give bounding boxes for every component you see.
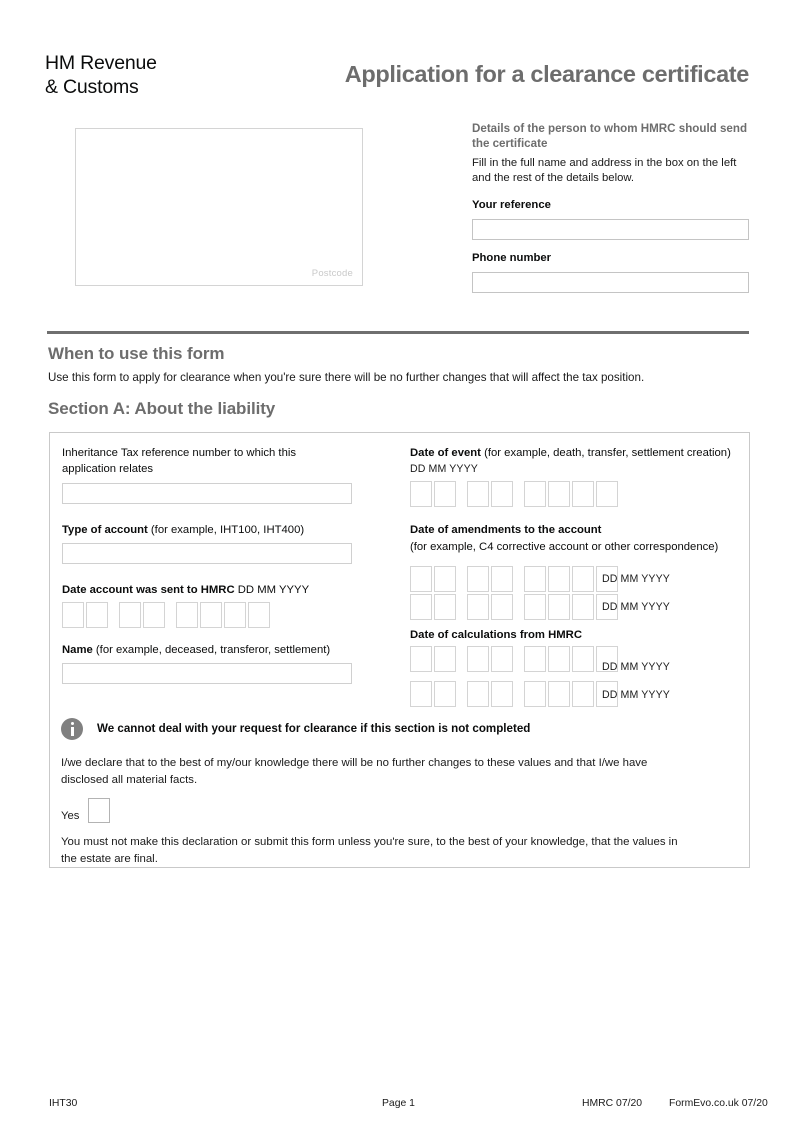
date-of-event-year-3[interactable]	[572, 481, 594, 507]
type-of-account-input[interactable]	[62, 543, 352, 564]
your-reference-label: Your reference	[472, 199, 551, 211]
date-of-event-year-group	[524, 481, 618, 507]
calculations-2-day-2[interactable]	[434, 681, 456, 707]
declaration-yes-checkbox[interactable]	[88, 798, 110, 823]
date-sent-label-hint: DD MM YYYY	[234, 584, 310, 596]
date-sent-month-1[interactable]	[119, 602, 141, 628]
date-sent-month-group	[119, 602, 165, 628]
amendments-2-day-2[interactable]	[434, 594, 456, 620]
date-sent-year-group	[176, 602, 270, 628]
date-of-event-format-hint: DD MM YYYY	[410, 463, 478, 475]
calculations-2-month-2[interactable]	[491, 681, 513, 707]
date-sent-fields	[62, 602, 312, 628]
calculations-1-month-2[interactable]	[491, 646, 513, 672]
amendments-2-month-2[interactable]	[491, 594, 513, 620]
amendments-1-month-1[interactable]	[467, 566, 489, 592]
amendments-2-format-hint: DD MM YYYY	[602, 601, 670, 613]
date-of-event-day-2[interactable]	[434, 481, 456, 507]
declaration-warning: We cannot deal with your request for clearance if this section is not completed	[97, 722, 531, 735]
name-input[interactable]	[62, 663, 352, 684]
date-of-event-month-1[interactable]	[467, 481, 489, 507]
amendments-1-month-2[interactable]	[491, 566, 513, 592]
date-sent-label-bold: Date account was sent to HMRC	[62, 584, 235, 596]
name-label	[62, 643, 382, 659]
recipient-details-subtext: Fill in the full name and address in the box on the left and the rest of the details below.	[472, 157, 737, 185]
date-of-event-label	[410, 446, 750, 462]
amendments-1-month-group	[467, 566, 513, 592]
calculations-1-year-1[interactable]	[524, 646, 546, 672]
amendments-2-day-group	[410, 594, 456, 620]
type-of-account-label-bold: Type of account	[62, 524, 148, 536]
section-a-heading: Section A: About the liability	[48, 399, 276, 418]
declaration-yes-label: Yes	[61, 810, 80, 822]
amendments-2-year-2[interactable]	[548, 594, 570, 620]
date-of-event-day-group	[410, 481, 456, 507]
declaration-footnote: You must not make this declaration or submit this form unless you're sure, to the best of your knowledge, that the values in the estate are final.	[61, 836, 678, 866]
calculations-label: Date of calculations from HMRC	[410, 629, 582, 641]
type-of-account-label-hint: (for example, IHT100, IHT400)	[147, 524, 305, 536]
when-to-use-body: Use this form to apply for clearance when you're sure there will be no further changes that will affect the tax position.	[48, 371, 645, 384]
date-of-event-year-2[interactable]	[548, 481, 570, 507]
date-sent-year-3[interactable]	[224, 602, 246, 628]
horizontal-rule	[47, 331, 749, 334]
footer-page-number: Page 1	[382, 1098, 415, 1109]
footer-hmrc-version: HMRC 07/20	[582, 1098, 643, 1109]
amendments-2-month-group	[467, 594, 513, 620]
calculations-1-day-group	[410, 646, 456, 672]
amendments-1-format-hint: DD MM YYYY	[602, 573, 670, 585]
calculations-2-month-1[interactable]	[467, 681, 489, 707]
amendments-sublabel: (for example, C4 corrective account or other correspondence)	[410, 541, 719, 553]
calculations-2-day-1[interactable]	[410, 681, 432, 707]
calculations-1-format-hint: DD MM YYYY	[602, 661, 670, 673]
amendments-label: Date of amendments to the account	[410, 524, 602, 536]
amendments-1-day-group	[410, 566, 456, 592]
calculations-1-year-2[interactable]	[548, 646, 570, 672]
iht-reference-label: Inheritance Tax reference number to which this application relates	[62, 447, 297, 475]
calculations-2-format-hint: DD MM YYYY	[602, 689, 670, 701]
date-of-event-year-1[interactable]	[524, 481, 546, 507]
calculations-1-year-3[interactable]	[572, 646, 594, 672]
hmrc-logo-line-1: HM Revenue	[45, 52, 157, 74]
postcode-hint: Postcode	[311, 268, 353, 279]
when-to-use-heading: When to use this form	[48, 344, 225, 363]
footer-provider: FormEvo.co.uk 07/20	[669, 1098, 768, 1109]
amendments-2-day-1[interactable]	[410, 594, 432, 620]
calculations-2-day-group	[410, 681, 456, 707]
calculations-1-month-1[interactable]	[467, 646, 489, 672]
date-of-event-month-group	[467, 481, 513, 507]
amendments-2-month-1[interactable]	[467, 594, 489, 620]
amendments-2-year-1[interactable]	[524, 594, 546, 620]
type-of-account-label	[62, 523, 362, 539]
calculations-2-year-2[interactable]	[548, 681, 570, 707]
your-reference-input[interactable]	[472, 219, 749, 240]
calculations-1-day-1[interactable]	[410, 646, 432, 672]
date-sent-year-2[interactable]	[200, 602, 222, 628]
page-title: Application for a clearance certificate	[344, 61, 749, 87]
date-sent-label	[62, 583, 382, 599]
iht-reference-input[interactable]	[62, 483, 352, 504]
calculations-1-month-group	[467, 646, 513, 672]
date-of-event-year-4[interactable]	[596, 481, 618, 507]
date-of-event-fields	[410, 481, 660, 507]
date-sent-year-4[interactable]	[248, 602, 270, 628]
date-of-event-label-hint: (for example, death, transfer, settlement creation)	[480, 447, 731, 459]
name-label-bold: Name	[62, 644, 93, 656]
hmrc-logo	[45, 52, 157, 100]
calculations-2-year-1[interactable]	[524, 681, 546, 707]
date-sent-year-1[interactable]	[176, 602, 198, 628]
date-sent-day-group	[62, 602, 108, 628]
name-and-address-box[interactable]	[75, 128, 363, 286]
hmrc-logo-line-2: & Customs	[45, 75, 139, 98]
name-label-hint: (for example, deceased, transferor, settlement)	[92, 644, 331, 656]
declaration-body: I/we declare that to the best of my/our knowledge there will be no further changes to these values and that I/we have disclosed all material facts.	[61, 757, 648, 787]
date-sent-day-2[interactable]	[86, 602, 108, 628]
footer-form-code: IHT30	[49, 1098, 78, 1109]
date-of-event-day-1[interactable]	[410, 481, 432, 507]
date-of-event-month-2[interactable]	[491, 481, 513, 507]
calculations-1-day-2[interactable]	[434, 646, 456, 672]
amendments-1-year-1[interactable]	[524, 566, 546, 592]
amendments-1-year-2[interactable]	[548, 566, 570, 592]
calculations-2-year-3[interactable]	[572, 681, 594, 707]
info-icon	[61, 718, 83, 740]
date-of-event-label-bold: Date of event	[410, 447, 481, 459]
calculations-2-month-group	[467, 681, 513, 707]
amendments-1-year-3[interactable]	[572, 566, 594, 592]
date-sent-day-1[interactable]	[62, 602, 84, 628]
amendments-1-day-1[interactable]	[410, 566, 432, 592]
amendments-1-day-2[interactable]	[434, 566, 456, 592]
date-sent-month-2[interactable]	[143, 602, 165, 628]
amendments-2-year-3[interactable]	[572, 594, 594, 620]
recipient-details-heading: Details of the person to whom HMRC should send the certificate	[472, 122, 748, 151]
phone-number-input[interactable]	[472, 272, 749, 293]
phone-number-label: Phone number	[472, 252, 552, 264]
